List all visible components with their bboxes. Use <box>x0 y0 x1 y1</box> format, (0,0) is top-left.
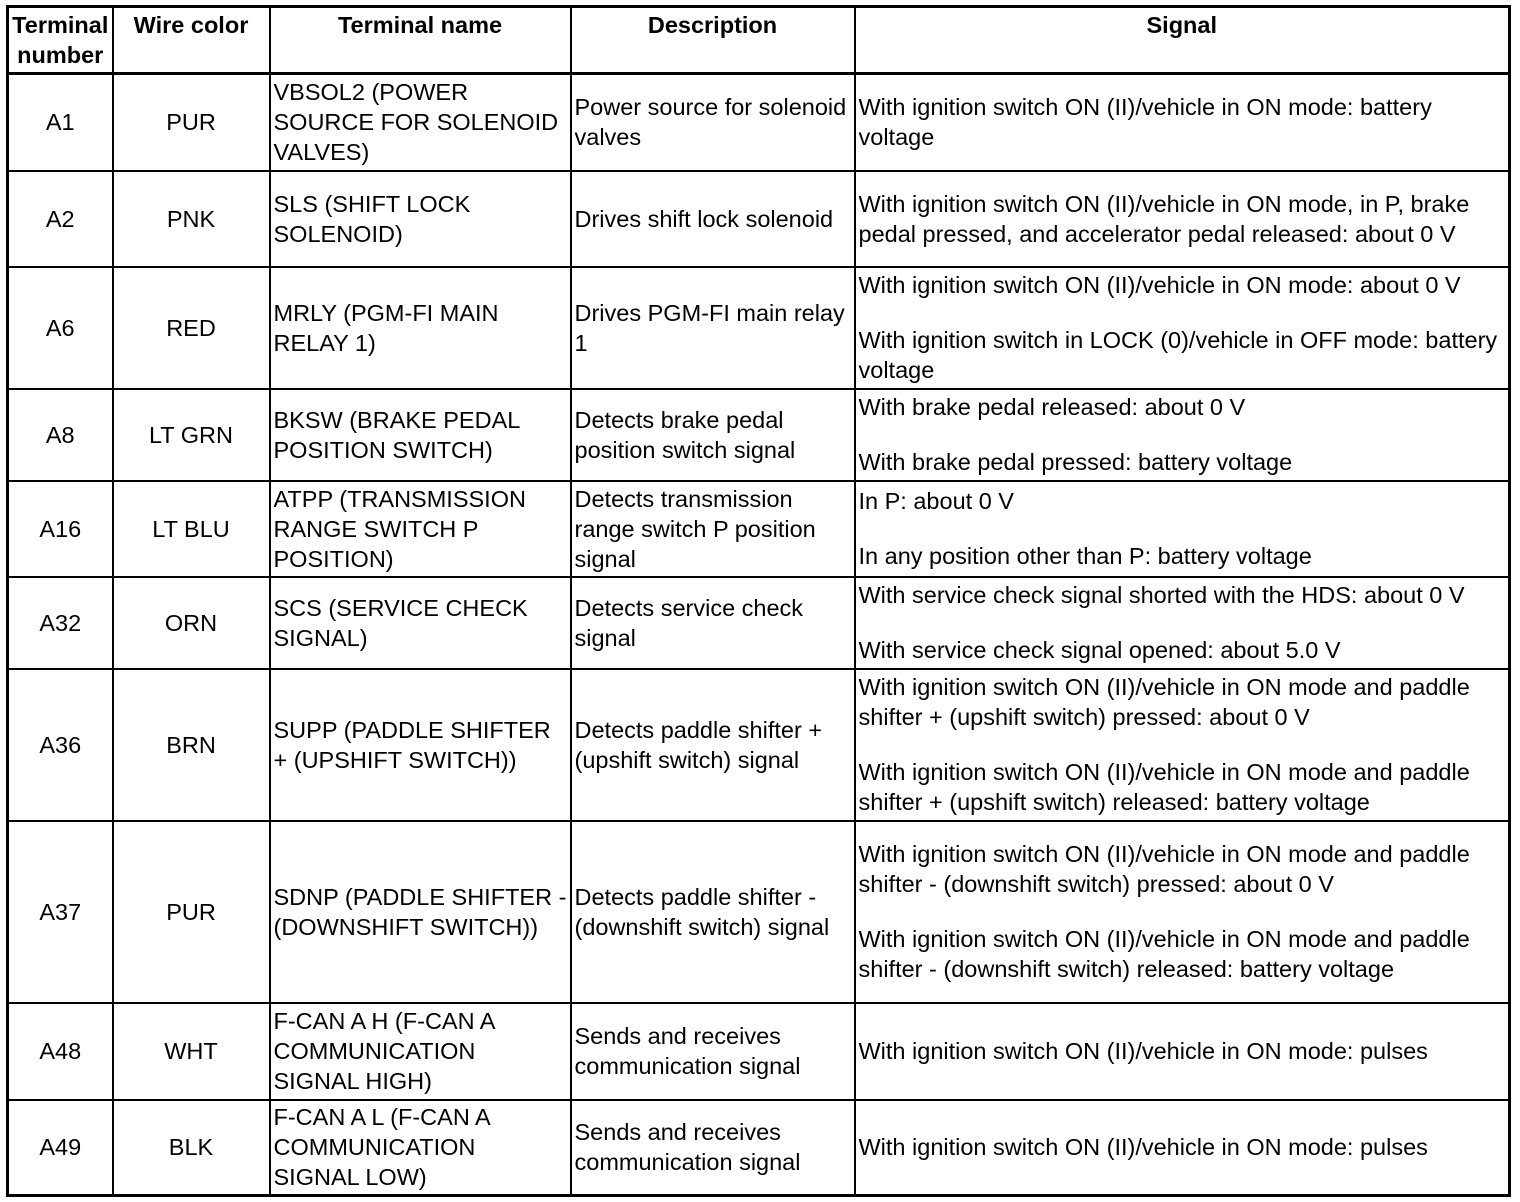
cell-terminal-name: F-CAN A L (F-CAN A COMMUNICATION SIGNAL LOW) <box>270 1100 571 1196</box>
cell-terminal-name: SLS (SHIFT LOCK SOLENOID) <box>270 171 571 267</box>
signal-condition: With brake pedal pressed: battery voltage <box>858 449 1293 475</box>
cell-wire-color: BLK <box>113 1100 270 1196</box>
cell-terminal-number: A8 <box>8 389 113 481</box>
signal-condition: With ignition switch ON (II)/vehicle in ON mode and paddle shifter + (upshift switch) pressed: about 0 V <box>858 674 1470 730</box>
cell-wire-color: RED <box>113 267 270 389</box>
signal-condition: With ignition switch ON (II)/vehicle in ON mode and paddle shifter - (downshift switch) pressed: about 0 V <box>858 841 1470 897</box>
cell-wire-color: WHT <box>113 1003 270 1100</box>
cell-signal <box>855 74 1510 171</box>
cell-terminal-name: BKSW (BRAKE PEDAL POSITION SWITCH) <box>270 389 571 481</box>
signal-condition: With ignition switch in LOCK (0)/vehicle in OFF mode: battery voltage <box>858 327 1498 383</box>
table-row <box>8 1100 1510 1196</box>
cell-terminal-number: A48 <box>8 1003 113 1100</box>
cell-description: Sends and receives communication signal <box>571 1100 855 1196</box>
signal-condition: With ignition switch ON (II)/vehicle in ON mode: pulses <box>858 1134 1428 1161</box>
cell-description: Detects transmission range switch P position signal <box>571 481 855 577</box>
cell-description: Drives PGM-FI main relay 1 <box>571 267 855 389</box>
cell-terminal-number: A6 <box>8 267 113 389</box>
cell-terminal-name: F-CAN A H (F-CAN A COMMUNICATION SIGNAL HIGH) <box>270 1003 571 1100</box>
signal-condition: In P: about 0 V <box>858 488 1014 514</box>
cell-wire-color: PUR <box>113 821 270 1003</box>
cell-signal <box>855 171 1510 267</box>
signal-condition: With ignition switch ON (II)/vehicle in ON mode: battery voltage <box>858 94 1432 151</box>
cell-terminal-name: MRLY (PGM-FI MAIN RELAY 1) <box>270 267 571 389</box>
cell-wire-color: BRN <box>113 669 270 821</box>
cell-description: Detects service check signal <box>571 577 855 669</box>
cell-signal <box>855 481 1510 577</box>
cell-signal <box>855 669 1510 821</box>
cell-signal <box>855 1100 1510 1196</box>
cell-terminal-name: SDNP (PADDLE SHIFTER - (DOWNSHIFT SWITCH)) <box>270 821 571 1003</box>
cell-wire-color: PUR <box>113 74 270 171</box>
table-row <box>8 821 1510 1003</box>
table-body <box>8 74 1510 1196</box>
cell-description: Drives shift lock solenoid <box>571 171 855 267</box>
table-row <box>8 669 1510 821</box>
cell-wire-color: PNK <box>113 171 270 267</box>
cell-terminal-number: A1 <box>8 74 113 171</box>
signal-condition: With service check signal shorted with the HDS: about 0 V <box>858 582 1465 608</box>
cell-terminal-name: SCS (SERVICE CHECK SIGNAL) <box>270 577 571 669</box>
header-terminal-name: Terminal name <box>270 7 571 74</box>
signal-condition: With ignition switch ON (II)/vehicle in ON mode and paddle shifter - (downshift switch) released: battery voltage <box>858 926 1470 982</box>
header-wire-color: Wire color <box>113 7 270 74</box>
table-row <box>8 481 1510 577</box>
cell-signal <box>855 1003 1510 1100</box>
cell-signal <box>855 577 1510 669</box>
cell-terminal-name: VBSOL2 (POWER SOURCE FOR SOLENOID VALVES) <box>270 74 571 171</box>
cell-terminal-number: A49 <box>8 1100 113 1196</box>
cell-description: Detects paddle shifter - (downshift switch) signal <box>571 821 855 1003</box>
cell-terminal-number: A37 <box>8 821 113 1003</box>
cell-wire-color: ORN <box>113 577 270 669</box>
cell-terminal-number: A16 <box>8 481 113 577</box>
cell-terminal-name: ATPP (TRANSMISSION RANGE SWITCH P POSITION) <box>270 481 571 577</box>
cell-terminal-number: A32 <box>8 577 113 669</box>
cell-terminal-number: A36 <box>8 669 113 821</box>
header-signal: Signal <box>855 7 1510 74</box>
cell-signal <box>855 389 1510 481</box>
signal-condition: With ignition switch ON (II)/vehicle in ON mode and paddle shifter + (upshift switch) released: battery voltage <box>858 759 1470 815</box>
cell-signal <box>855 821 1510 1003</box>
signal-condition: In any position other than P: battery voltage <box>858 543 1312 569</box>
cell-description: Detects paddle shifter + (upshift switch) signal <box>571 669 855 821</box>
signal-condition: With brake pedal released: about 0 V <box>858 394 1246 420</box>
signal-condition: With service check signal opened: about 5.0 V <box>858 637 1341 663</box>
table-row <box>8 389 1510 481</box>
signal-condition: With ignition switch ON (II)/vehicle in ON mode: pulses <box>858 1038 1428 1064</box>
cell-wire-color: LT GRN <box>113 389 270 481</box>
signal-condition: With ignition switch ON (II)/vehicle in ON mode, in P, brake pedal pressed, and accelerator pedal released: about 0 V <box>858 190 1470 247</box>
table-row <box>8 74 1510 171</box>
cell-description: Power source for solenoid valves <box>571 74 855 171</box>
header-terminal-number: Terminal number <box>8 7 113 74</box>
terminal-table <box>6 5 1511 1197</box>
cell-terminal-name: SUPP (PADDLE SHIFTER + (UPSHIFT SWITCH)) <box>270 669 571 821</box>
signal-condition: With ignition switch ON (II)/vehicle in ON mode: about 0 V <box>858 272 1461 298</box>
header-description: Description <box>571 7 855 74</box>
cell-wire-color: LT BLU <box>113 481 270 577</box>
cell-signal <box>855 267 1510 389</box>
header-row <box>8 7 1510 74</box>
cell-terminal-number: A2 <box>8 171 113 267</box>
table-row <box>8 171 1510 267</box>
table-row <box>8 577 1510 669</box>
table-row <box>8 267 1510 389</box>
cell-description: Sends and receives communication signal <box>571 1003 855 1100</box>
cell-description: Detects brake pedal position switch signal <box>571 389 855 481</box>
table-row <box>8 1003 1510 1100</box>
